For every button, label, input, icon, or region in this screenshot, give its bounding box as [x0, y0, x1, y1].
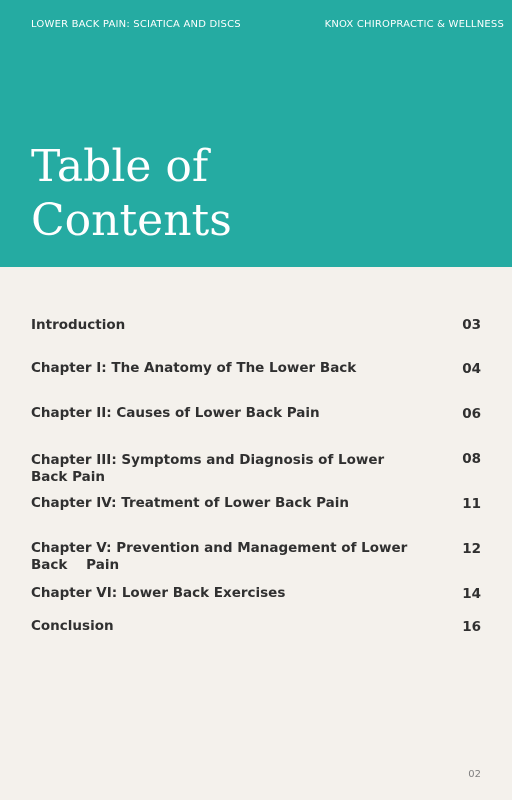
toc-entry-page: 08: [462, 451, 481, 467]
toc-entry-page: 03: [462, 317, 481, 333]
page-title-line2: Contents: [31, 195, 232, 246]
page-number: 02: [468, 769, 481, 780]
toc-entry-page: 16: [462, 619, 481, 635]
toc-entry-label: Chapter IV: Treatment of Lower Back Pain: [31, 495, 349, 511]
toc-entry-page: 06: [462, 406, 481, 422]
clinic-name: KNOX CHIROPRACTIC & WELLNESS: [324, 19, 504, 30]
page-title-line1: Table of: [31, 141, 209, 192]
toc-entry-label: Chapter V: Prevention and Management of Lower Back Pain: [31, 540, 413, 573]
toc-entry-label: Chapter VI: Lower Back Exercises: [31, 585, 286, 601]
toc-entry-label: Chapter III: Symptoms and Diagnosis of Lower Back Pain: [31, 452, 385, 485]
document-title: LOWER BACK PAIN: SCIATICA AND DISCS: [31, 19, 241, 30]
toc-entry-label: Chapter II: Causes of Lower Back Pain: [31, 405, 320, 421]
toc-entry-label: Conclusion: [31, 618, 114, 634]
toc-entry-page: 14: [462, 586, 481, 602]
toc-entry-label: Introduction: [31, 317, 126, 333]
toc-entry-page: 11: [462, 496, 481, 512]
toc-entry-label: Chapter I: The Anatomy of The Lower Back: [31, 360, 357, 376]
toc-entry-page: 04: [462, 361, 481, 377]
toc-entry-page: 12: [462, 541, 481, 557]
